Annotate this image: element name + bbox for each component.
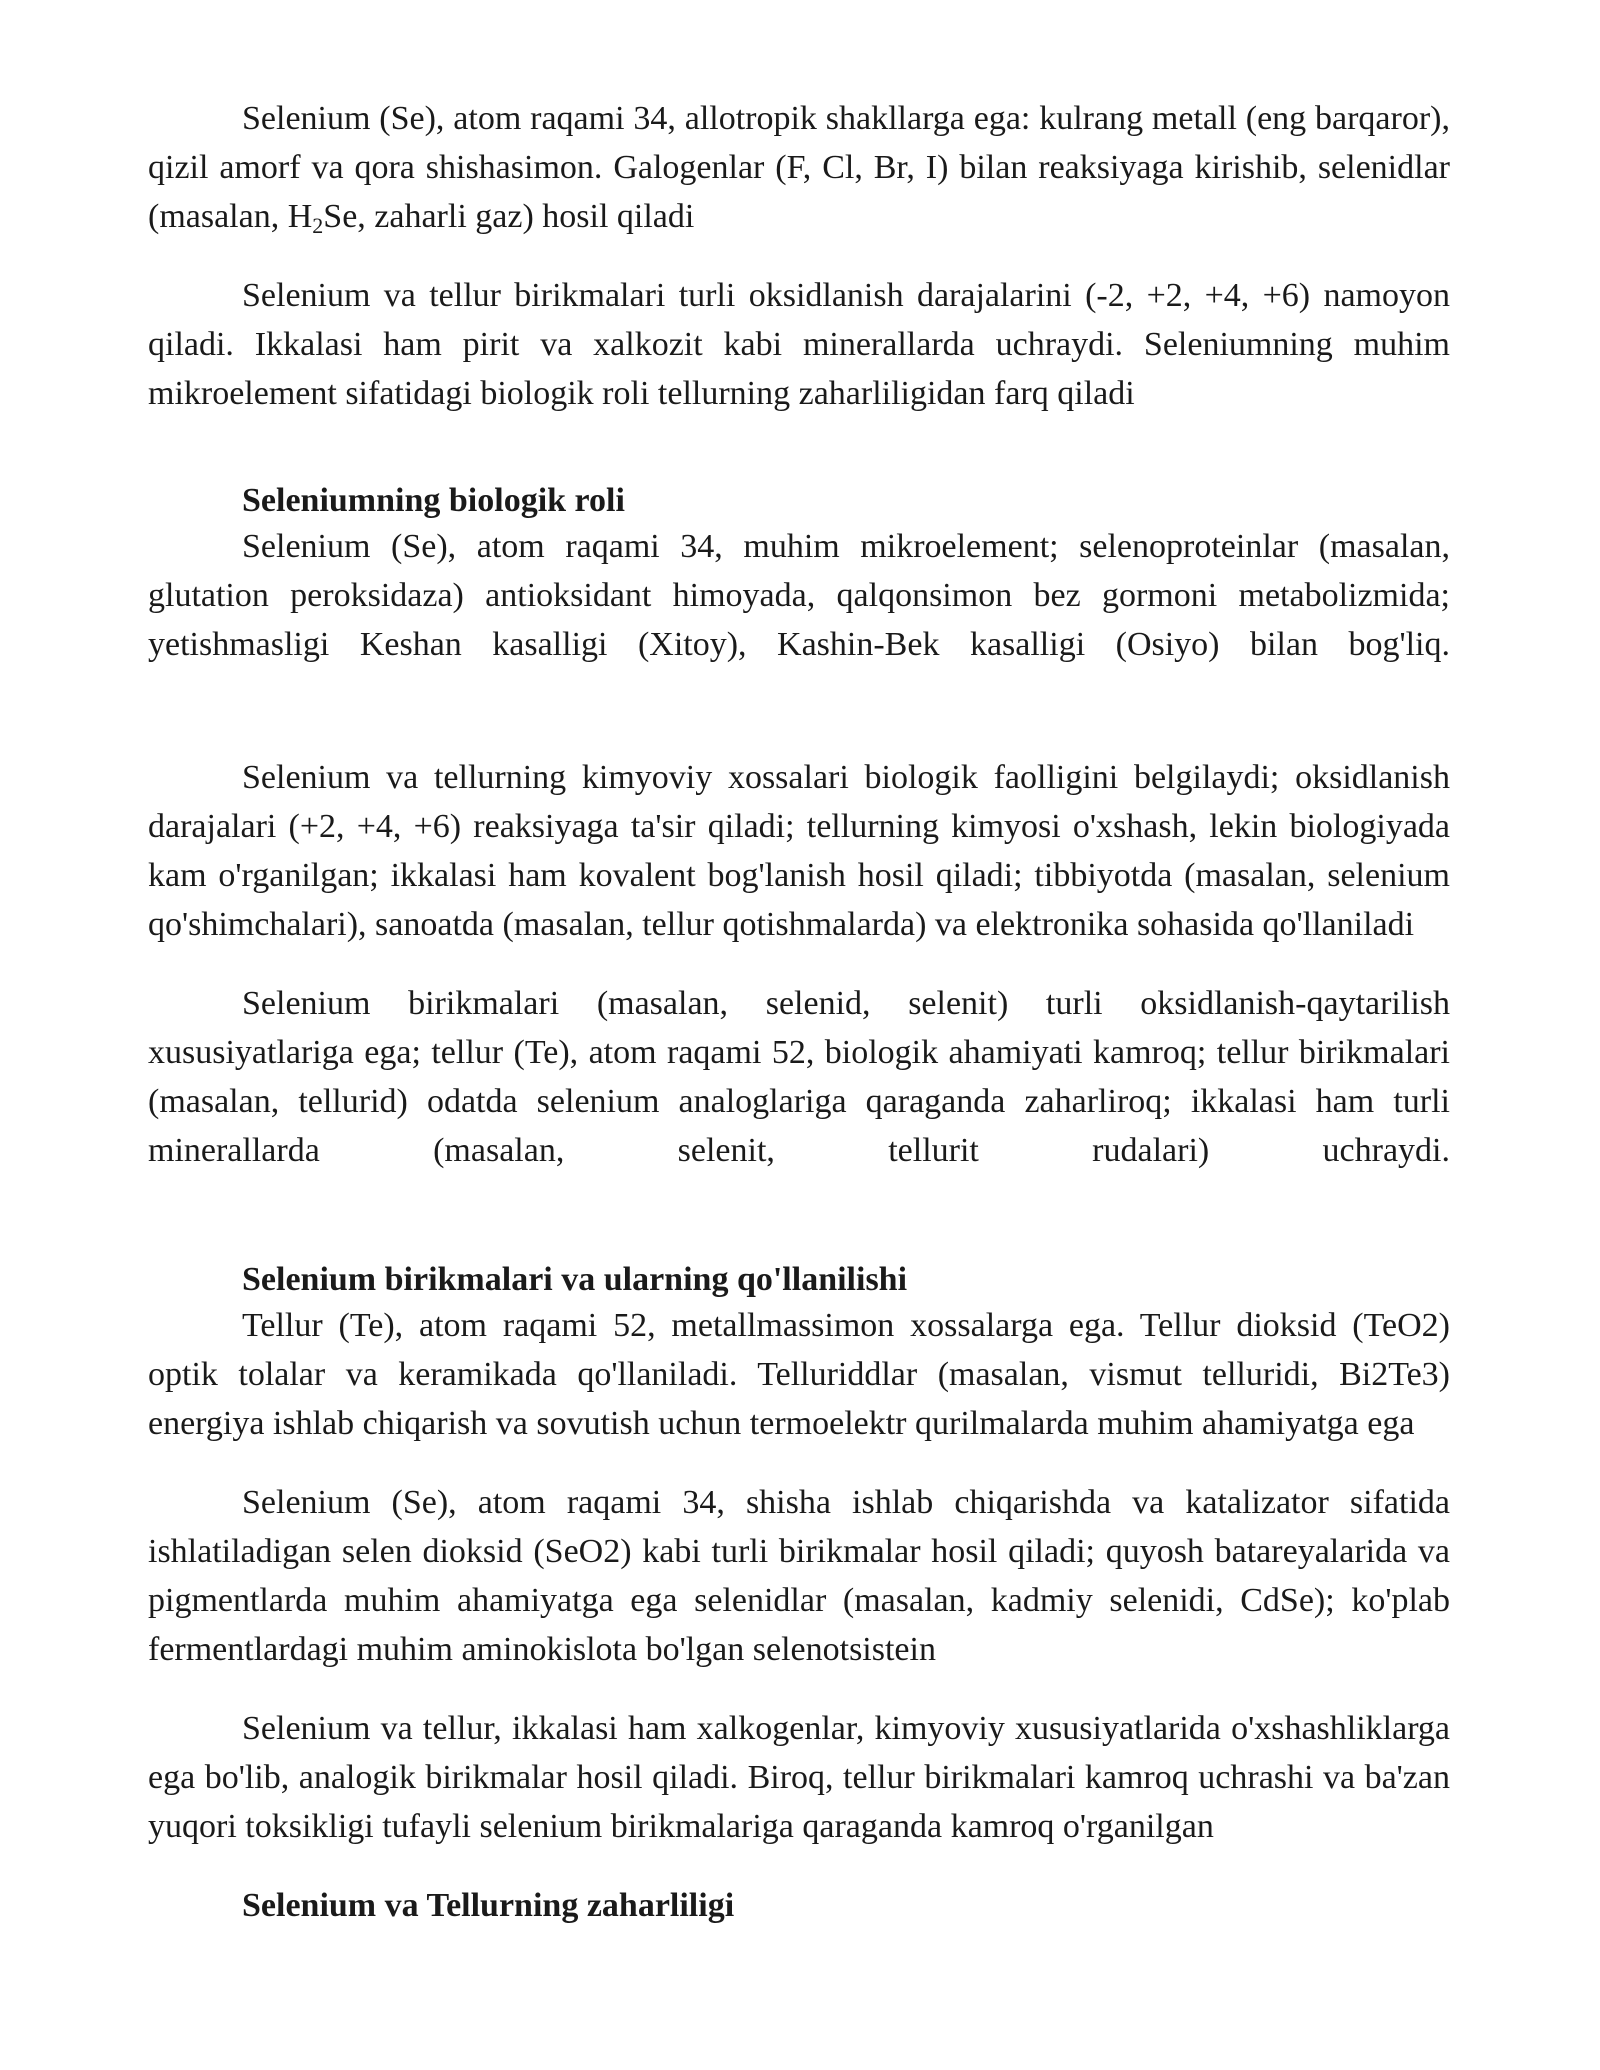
paragraph-text: Selenium (Se), atom raqami 34, allotropik shakllarga ega: kulrang metall (eng barqaror), qizil amorf va qora shishasimon. Galogenlar (F, Cl, Br, I) bilan reaksiyaga kirishib, selenidlar (masalan, H [148,100,1450,235]
section-heading-biological-role: Seleniumning biologik roli [242,482,625,519]
paragraph-tellurium-applications: Tellur (Te), atom raqami 52, metallmassimon xossalarga ega. Tellur dioksid (TeO2) optik tolalar va keramikada qo'llaniladi. Telluriddlar (masalan, vismut telluridi, Bi2Te3) energiya ishlab chiqarish va sovutish uchun termoelektr qurilmalarda muhim ahamiyatga ega [148,1307,1450,1442]
paragraph-chalcogens: Selenium va tellur, ikkalasi ham xalkogenlar, kimyoviy xususiyatlarida o'xshashliklarga ega bo'lib, analogik birikmalar hosil qiladi. Biroq, tellur birikmalari kamroq uchrashi va ba'zan yuqori toksikligi tufayli selenium birikmalariga qaraganda kamroq o'rganilgan [148,1710,1450,1845]
spacer [148,949,1450,979]
spacer [148,1674,1450,1704]
paragraph-selenium-dioxide: Selenium (Se), atom raqami 34, shisha ishlab chiqarishda va katalizator sifatida ishlatiladigan selen dioksid (SeO2) kabi turli birikmalar hosil qiladi; quyosh batareyalarida va pigmentlarda muhim ahamiyatga ega selenidlar (masalan, kadmiy selenidi, CdSe); ko'plab fermentlardagi muhim aminokislota bo'lgan selenotsistein [148,1484,1450,1668]
spacer [148,1448,1450,1478]
paragraph-chemical-properties: Selenium va tellurning kimyoviy xossalari biologik faolligini belgilaydi; oksidlanish darajalari (+2, +4, +6) reaksiyaga ta'sir qiladi; tellurning kimyosi o'xshash, lekin biologiyada kam o'rganilgan; ikkalasi ham kovalent bog'lanish hosil qiladi; tibbiyotda (masalan, selenium qo'shimchalari), sanoatda (masalan, tellur qotishmalarda) va elektronika sohasida qo'llaniladi [148,759,1450,943]
spacer [148,418,1450,480]
paragraph-text-cont: Se, zaharli gaz) hosil qiladi [323,198,695,235]
document-page [148,94,1450,1927]
paragraph-oxidation-states: Selenium va tellur birikmalari turli oksidlanish darajalarini (-2, +2, +4, +6) namoyon qiladi. Ikkalasi ham pirit va xalkozit kabi minerallarda uchraydi. Seleniumning muhim mikroelement sifatidagi biologik roli tellurning zaharliligidan farq qiladi [148,277,1450,412]
spacer [148,1175,1450,1259]
section-heading-compounds-applications: Selenium birikmalari va ularning qo'llanilishi [242,1261,908,1298]
paragraph-biological-role: Selenium (Se), atom raqami 34, muhim mikroelement; selenoproteinlar (masalan, glutation peroksidaza) antioksidant himoyada, qalqonsimon bez gormoni metabolizmida; yetishmasligi Keshan kasalligi (Xitoy), Kashin-Bek kasalligi (Osiyo) bilan bog'liq. [148,528,1450,663]
spacer [148,669,1450,753]
paragraph-selenium-allotropes [148,94,1450,241]
subscript-two: 2 [312,213,324,238]
spacer [148,1851,1450,1885]
spacer [148,241,1450,271]
paragraph-selenium-compounds: Selenium birikmalari (masalan, selenid, selenit) turli oksidlanish-qaytarilish xususiyatlariga ega; tellur (Te), atom raqami 52, biologik ahamiyati kamroq; tellur birikmalari (masalan, tellurid) odatda selenium analoglariga qaraganda zaharliroq; ikkalasi ham turli minerallarda (masalan, selenit, tellurit rudalari) uchraydi. [148,985,1450,1169]
section-heading-toxicity: Selenium va Tellurning zaharliligi [242,1887,735,1924]
